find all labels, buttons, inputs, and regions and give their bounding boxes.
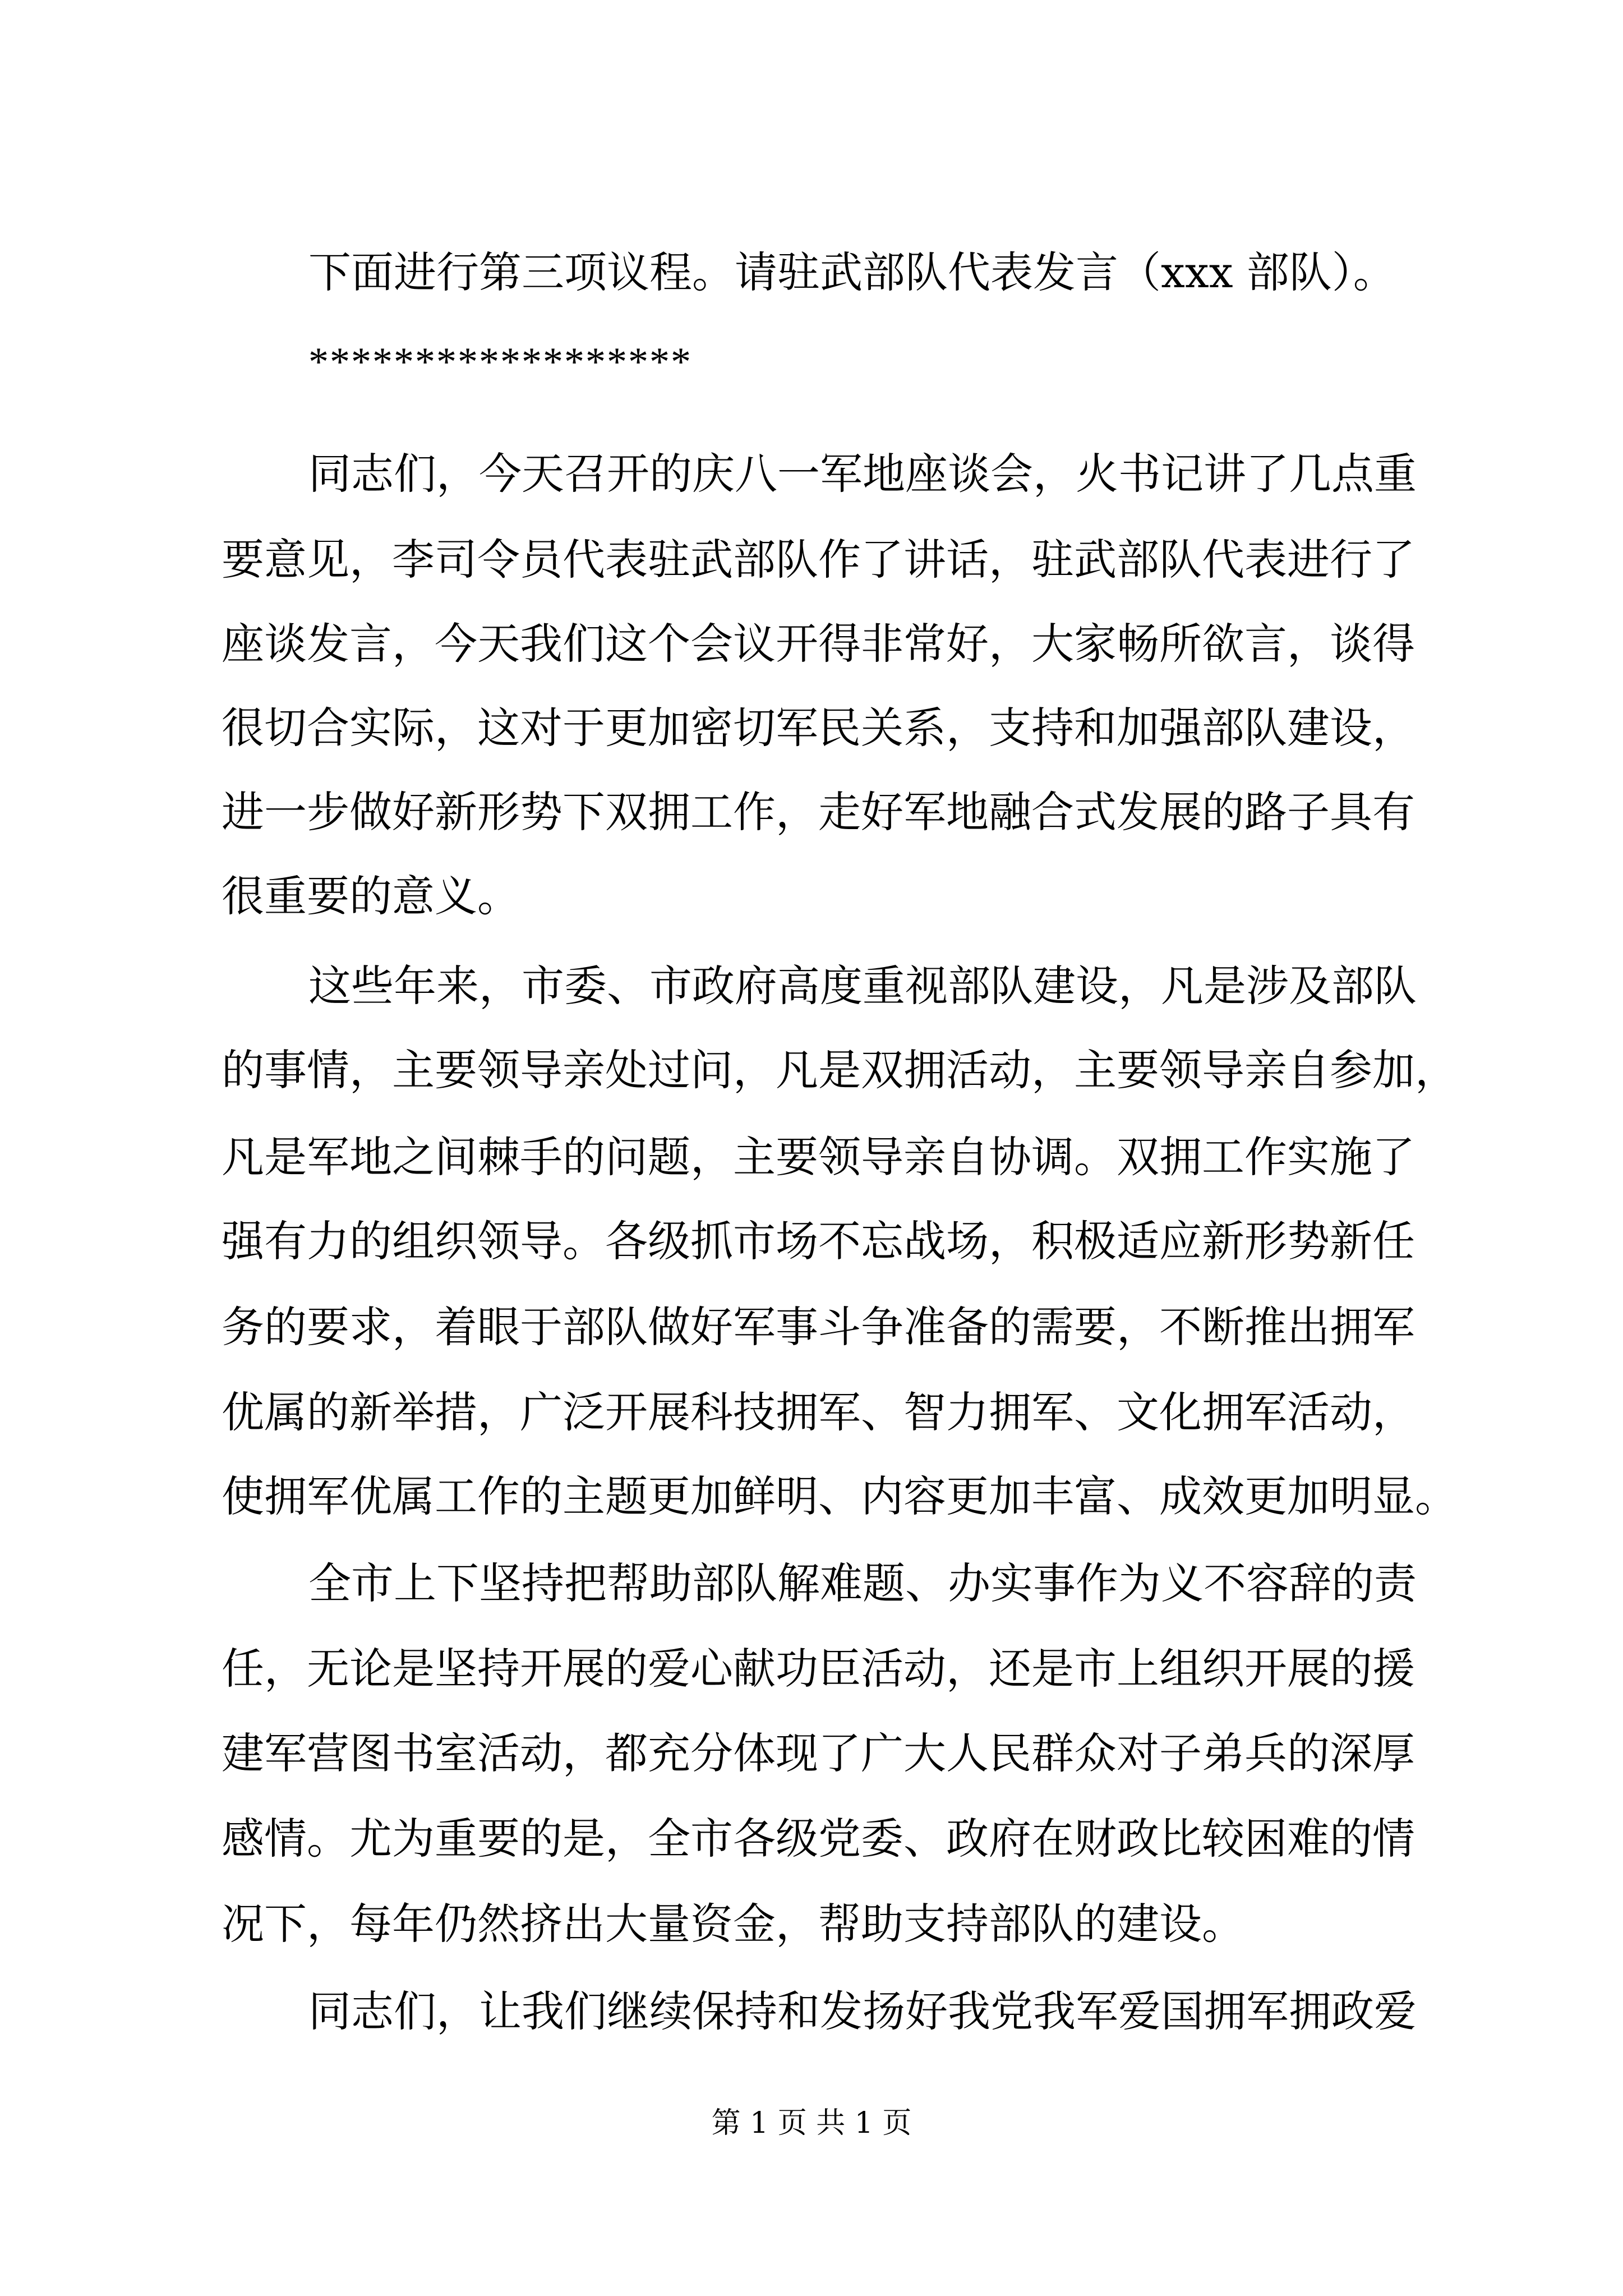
paragraph-2-line-6: 优属的新举措，广泛开展科技拥军、智力拥军、文化拥军活动，: [222, 1387, 1415, 1437]
paragraph-2-line-5: 务的要求，着眼于部队做好军事斗争准备的需要，不断推出拥军: [222, 1302, 1415, 1352]
paragraph-2-line-1: 这些年来，市委、市政府高度重视部队建设，凡是涉及部队: [308, 961, 1417, 1011]
paragraph-1-line-3: 座谈发言，今天我们这个会议开得非常好，大家畅所欲言，谈得: [222, 619, 1415, 669]
paragraph-1-line-2: 要意见，李司令员代表驻武部队作了讲话，驻武部队代表进行了: [222, 535, 1415, 585]
page-footer: 第 1 页 共 1 页: [711, 2106, 912, 2140]
paragraph-2-line-7: 使拥军优属工作的主题更加鲜明、内容更加丰富、成效更加明显。: [222, 1471, 1458, 1521]
separator-stars: ******************: [308, 339, 692, 384]
paragraph-3-line-2: 任，无论是坚持开展的爱心献功臣活动，还是市上组织开展的援: [222, 1644, 1415, 1694]
paragraph-3-line-1: 全市上下坚持把帮助部队解难题、办实事作为义不容辞的责: [308, 1558, 1417, 1608]
paragraph-2-line-3: 凡是军地之间棘手的问题，主要领导亲自协调。双拥工作实施了: [222, 1132, 1415, 1182]
paragraph-3-line-3: 建军营图书室活动，都充分体现了广大人民群众对子弟兵的深厚: [222, 1728, 1415, 1778]
paragraph-1-line-1: 同志们，今天召开的庆八一军地座谈会，火书记讲了几点重: [308, 449, 1417, 499]
agenda-line: 下面进行第三项议程。请驻武部队代表发言（xxx 部队）。: [308, 247, 1396, 297]
paragraph-3-line-5: 况下，每年仍然挤出大量资金，帮助支持部队的建设。: [222, 1899, 1244, 1949]
paragraph-1-line-4: 很切合实际，这对于更加密切军民关系，支持和加强部队建设，: [222, 703, 1415, 753]
paragraph-4-line-1: 同志们，让我们继续保持和发扬好我党我军爱国拥军拥政爱: [308, 1986, 1417, 2036]
paragraph-1-line-5: 进一步做好新形势下双拥工作，走好军地融合式发展的路子具有: [222, 787, 1415, 837]
paragraph-1-line-6: 很重要的意义。: [222, 871, 520, 921]
paragraph-3-line-4: 感情。尤为重要的是，全市各级党委、政府在财政比较困难的情: [222, 1814, 1415, 1864]
paragraph-2-line-2: 的事情，主要领导亲处过问，凡是双拥活动，主要领导亲自参加，: [222, 1045, 1458, 1095]
paragraph-2-line-4: 强有力的组织领导。各级抓市场不忘战场，积极适应新形势新任: [222, 1216, 1415, 1266]
